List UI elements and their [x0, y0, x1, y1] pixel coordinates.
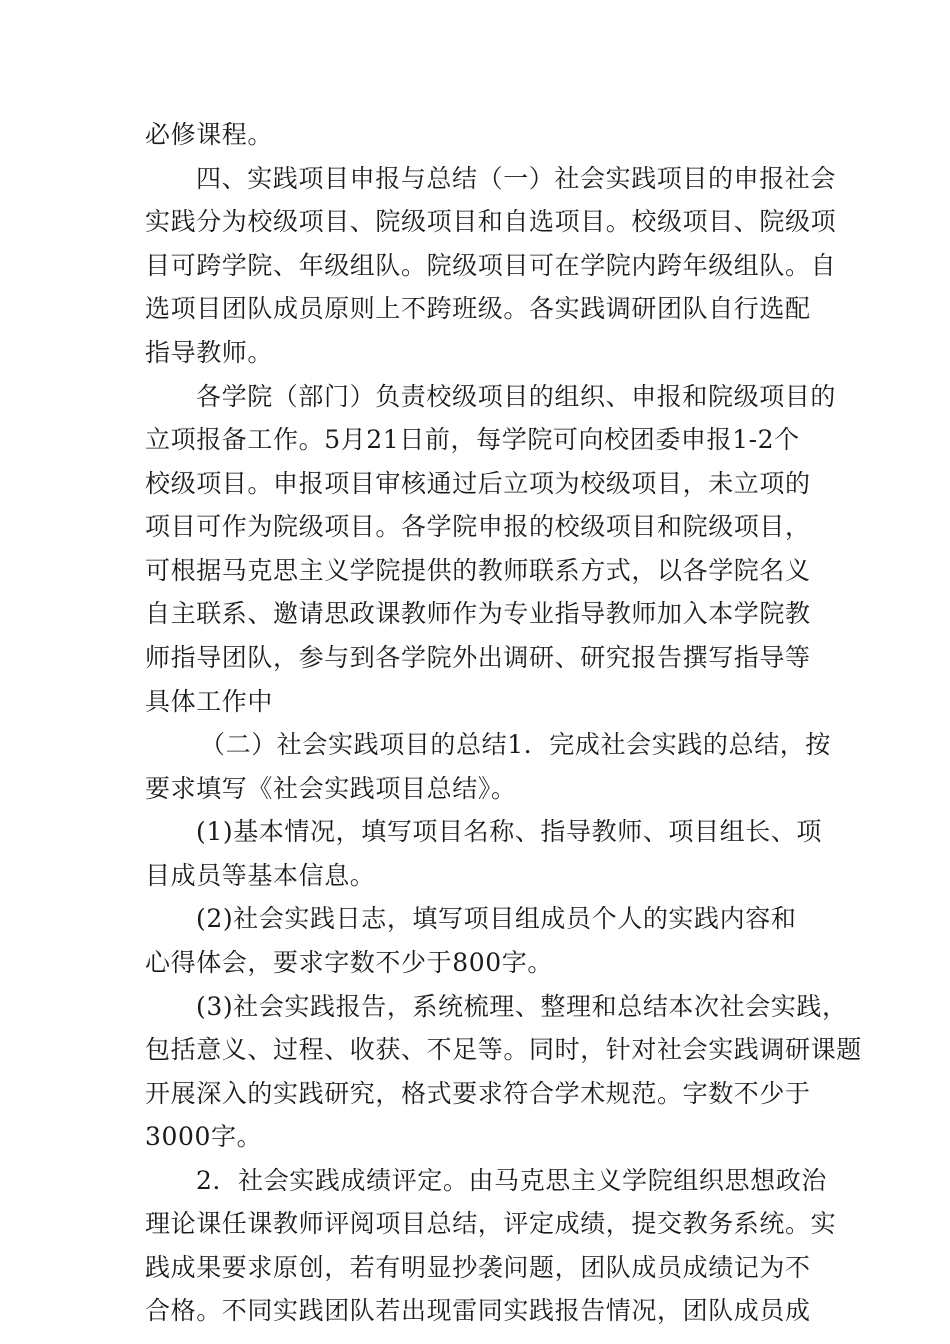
text-line: 目成员等基本信息。	[145, 861, 376, 890]
text-line: 项目可作为院级项目。各学院申报的校级项目和院级项目，	[145, 512, 811, 541]
section-heading-line: 四、实践项目申报与总结（一）社会实践项目的申报社会	[196, 164, 837, 193]
text-line: 要求填写《社会实践项目总结》。	[145, 774, 517, 803]
paragraph-first-line: 2．社会实践成绩评定。由马克思主义学院组织思想政治	[196, 1166, 827, 1195]
text-line: 校级项目。申报项目审核通过后立项为校级项目，未立项的	[145, 469, 811, 498]
text-line: 理论课任课教师评阅项目总结，评定成绩，提交教务系统。实	[145, 1209, 837, 1238]
list-item-line: (2)社会实践日志，填写项目组成员个人的实践内容和	[196, 904, 797, 933]
text-line: 可根据马克思主义学院提供的教师联系方式，以各学院名义	[145, 556, 811, 585]
text-line: 实践分为校级项目、院级项目和自选项目。校级项目、院级项	[145, 207, 837, 236]
text-line: 目可跨学院、年级组队。院级项目可在学院内跨年级组队。自	[145, 251, 837, 280]
paragraph-first-line: 各学院（部门）负责校级项目的组织、申报和院级项目的	[196, 382, 837, 411]
text-line: 选项目团队成员原则上不跨班级。各实践调研团队自行选配	[145, 294, 811, 323]
list-item-line: (3)社会实践报告，系统梳理、整理和总结本次社会实践，	[196, 992, 848, 1021]
text-line: 心得体会，要求字数不少于800字。	[145, 948, 553, 977]
text-line: 3000字。	[145, 1122, 263, 1151]
text-line: 开展深入的实践研究，格式要求符合学术规范。字数不少于	[145, 1079, 811, 1108]
text-line: 合格。不同实践团队若出现雷同实践报告情况，团队成员成	[145, 1296, 811, 1325]
section-heading-line: （二）社会实践项目的总结1．完成社会实践的总结，按	[200, 730, 831, 759]
text-line: 践成果要求原创，若有明显抄袭问题，团队成员成绩记为不	[145, 1253, 811, 1282]
text-line: 立项报备工作。5月21日前，每学院可向校团委申报1-2个	[145, 425, 800, 454]
text-line: 必修课程。	[145, 120, 274, 149]
text-line: 师指导团队，参与到各学院外出调研、研究报告撰写指导等	[145, 643, 811, 672]
text-line: 包括意义、过程、收获、不足等。同时，针对社会实践调研课题	[145, 1035, 862, 1064]
text-line: 指导教师。	[145, 338, 274, 367]
text-line: 具体工作中	[145, 687, 274, 716]
list-item-line: (1)基本情况，填写项目名称、指导教师、项目组长、项	[196, 817, 823, 846]
text-line: 自主联系、邀请思政课教师作为专业指导教师加入本学院教	[145, 599, 811, 628]
